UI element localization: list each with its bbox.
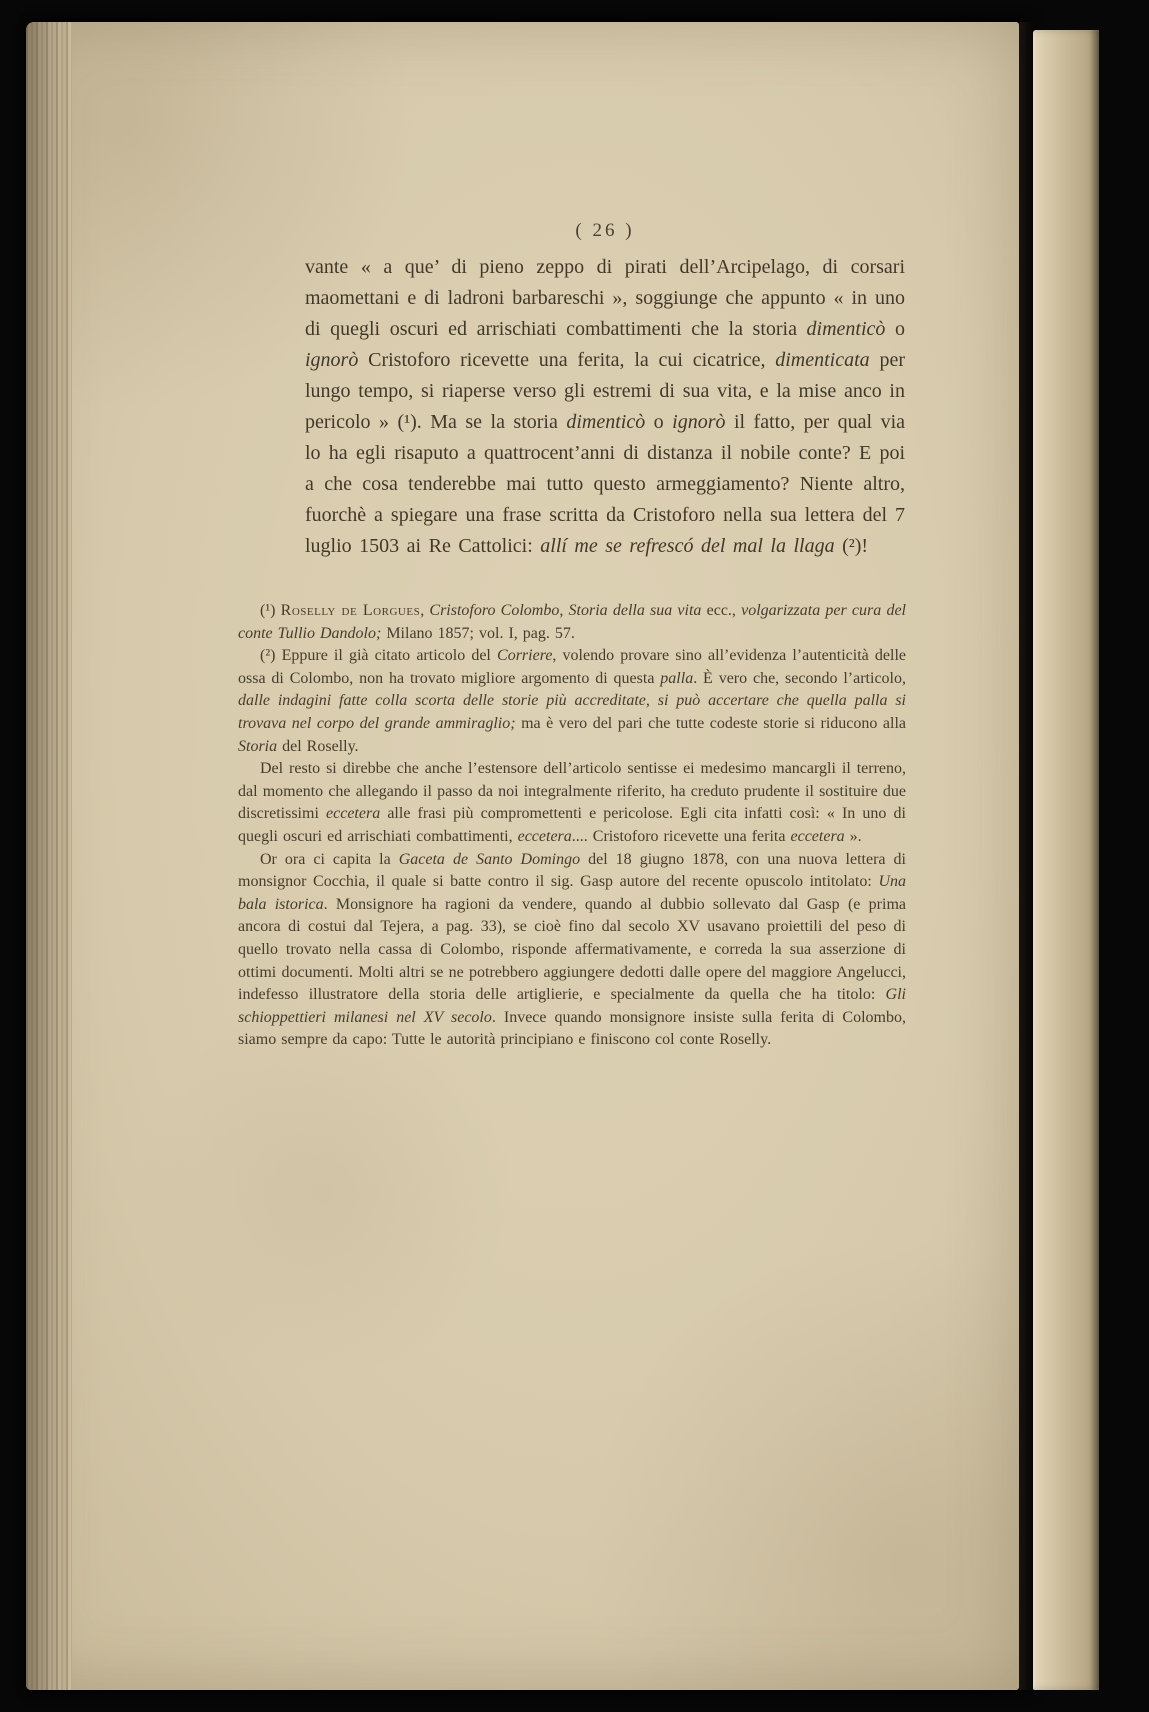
page-number: ( 26 ) bbox=[575, 220, 635, 241]
page-gutter-shadow bbox=[1019, 22, 1033, 1690]
footnote-1: (¹) Roselly de Lorgues, Cristoforo Colombo, Storia della sua vita ecc., volgarizzata per cura del conte Tullio Dandolo; Milano 1857; vol. I, pag. 57. bbox=[238, 602, 906, 642]
body-paragraph: vante « a que’ di pieno zeppo di pirati dell’Arcipelago, di corsari maomettani e di ladroni barbareschi », soggiunge che appunto « in uno di quegli oscuri ed arrischiati combattimenti che la storia dimenticò o ignorò Cristoforo ricevette una ferita, la cui cicatrice, dimenticata per lungo tempo, si riaperse verso gli estremi di sua vita, e la mise anco in pericolo » (¹). Ma se la storia dimenticò o ignorò il fatto, per qual via lo ha egli risaputo a quattrocent’anni di distanza il nobile conte? E poi a che cosa tenderebbe mai tutto questo armeggiamento? Niente altro, fuorchè a spiegare una frase scritta da Cristoforo nella sua lettera del 7 luglio 1503 ai Re Cattolici: allí me se refrescó del mal la llaga (²)! bbox=[305, 256, 906, 557]
footnote-2-paragraph-3: Or ora ci capita la Gaceta de Santo Domingo del 18 giugno 1878, con una nuova lettera di monsignor Cocchia, il quale si batte contro il sig. Gasp autore del recente opuscolo intitolato: Una bala istorica. Monsignore ha ragioni da vendere, quando al dubbio sollevato dal Gasp (e prima ancora di costui dal Tejera, a pag. 33), se cioè fino dal secolo XV usavano proiettili del peso di quello trovato nella cassa di Colombo, risponde affermativamente, e correda la sua asserzione di ottimi documenti. Molti altri se ne potrebbero aggiungere dedotti dalle opere del maggiore Angelucci, indefesso illustratore della storia delle artiglierie, e specialmente da quella che ha titolo: Gli schioppettieri milanesi nel XV secolo. Invece quando monsignore insiste sulla ferita di Colombo, siamo sempre da capo: Tutte le autorità principiano e finiscono col conte Roselly. bbox=[238, 850, 906, 1049]
footnote-2-paragraph-2: Del resto si direbbe che anche l’estensore dell’articolo sentisse ei medesimo mancargli il terreno, dal momento che allegando il passo da noi integralmente riferito, ha creduto prudente il sostituire due discretissimi eccetera alle frasi più compromettenti e pericolose. Egli cita infatti così: « In uno di quegli oscuri ed arrischiati combattimenti, eccetera.... Cristoforo ricevette una ferita eccetera ». bbox=[238, 760, 906, 845]
page-stack-edges bbox=[26, 22, 72, 1690]
footnote-2: (²) Eppure il già citato articolo del Corriere, volendo provare sino all’evidenza l’autenticità delle ossa di Colombo, non ha trovato migliore argomento di questa palla. È vero che, secondo l’articolo, dalle indagini fatte colla scorta delle storie più accreditate, si può accertare che quella palla si trovava nel corpo del grande ammiraglio; ma è vero del pari che tutte codeste storie si riducono alla Storia del Roselly. bbox=[238, 647, 907, 755]
adjacent-page-edge bbox=[1033, 30, 1099, 1690]
footnotes-block bbox=[238, 600, 906, 1052]
book-page bbox=[26, 22, 1019, 1690]
